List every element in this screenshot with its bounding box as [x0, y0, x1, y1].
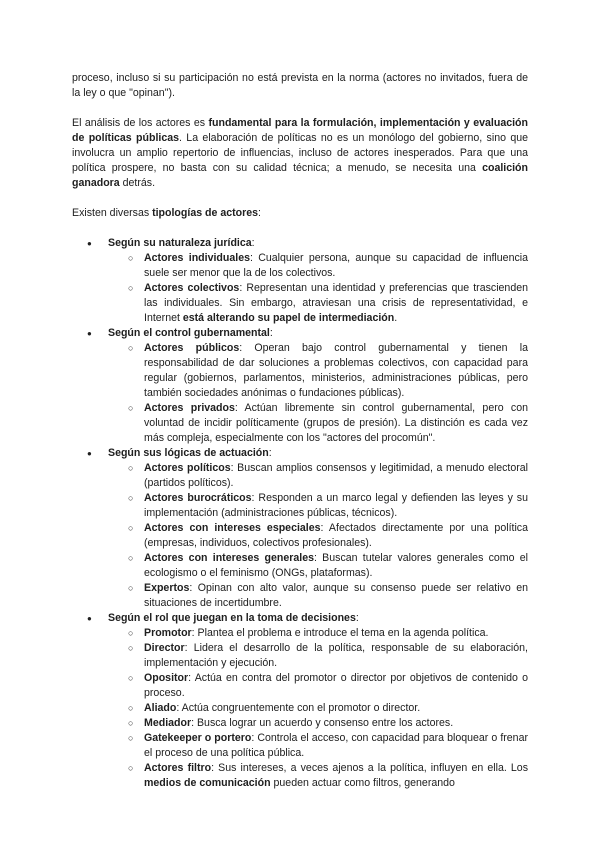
typology-list — [72, 236, 528, 791]
actor-type-item: ○ Actores colectivos: Representan una identidad y preferencias que trascienden las individuales. Sin embargo, atraviesan una crisis de representatividad, e Internet está alterando su papel de intermediación. — [108, 281, 528, 326]
actor-type-item: ○ Director: Lidera el desarrollo de la política, responsable de su elaboración, implementación y ejecución. — [108, 641, 528, 671]
actor-type-item: ○ Actores públicos: Operan bajo control gubernamental y tienen la responsabilidad de dar soluciones a problemas colectivos, con capacidad para regular (gobiernos, parlamentos, ministerios, administraciones públicas, pero también sociedades anónimas o fundaciones públicas). — [108, 341, 528, 401]
paragraph-analysis: El análisis de los actores es fundamental para la formulación, implementación y evaluación de políticas públicas. La elaboración de políticas no es un monólogo del gobierno, sino que involucra un amplio repertorio de influencias, incluso de actores inesperados. Para que una política prospere, no basta con su calidad técnica; a menudo, se necesita una coalición ganadora detrás. — [72, 117, 528, 189]
actor-type-item: ○ Actores filtro: Sus intereses, a veces ajenos a la política, influyen en ella. Los medios de comunicación pueden actuar como filtros, generando — [108, 761, 528, 791]
typology-group-title: ● Según sus lógicas de actuación: — [108, 447, 272, 459]
typology-group-title: ● Según su naturaleza jurídica: — [108, 237, 255, 249]
typology-group-title: ● Según el control gubernamental: — [108, 327, 273, 339]
typology-group-title: ● Según el rol que juegan en la toma de decisiones: — [108, 612, 359, 624]
actor-type-item: ○ Actores con intereses generales: Buscan tutelar valores generales como el ecologismo o el feminismo (ONGs, plataformas). — [108, 551, 528, 581]
actor-type-item: ○ Aliado: Actúa congruentemente con el promotor o director. — [108, 701, 528, 716]
actor-type-item: ○ Actores burocráticos: Responden a un marco legal y defienden las leyes y su implementación (administraciones públicas, técnicos). — [108, 491, 528, 521]
typology-sublist — [108, 626, 528, 791]
actor-type-item: ○ Gatekeeper o portero: Controla el acceso, con capacidad para bloquear o frenar el proceso de una política pública. — [108, 731, 528, 761]
paragraph-continuation: proceso, incluso si su participación no está prevista en la norma (actores no invitados, fuera de la ley o que "opinan"). — [72, 72, 528, 99]
actor-type-item: ○ Expertos: Opinan con alto valor, aunque su consenso puede ser relativo en situaciones de incertidumbre. — [108, 581, 528, 611]
typology-sublist — [108, 341, 528, 446]
paragraph-typologies-intro: Existen diversas tipologías de actores: — [72, 207, 261, 219]
typology-group — [72, 446, 528, 611]
typology-group — [72, 611, 528, 791]
typology-group — [72, 326, 528, 446]
actor-type-item: ○ Actores individuales: Cualquier persona, aunque su capacidad de influencia suele ser menor que la de los colectivos. — [108, 251, 528, 281]
actor-type-item: ○ Actores con intereses especiales: Afectados directamente por una política (empresas, individuos, colectivos profesionales). — [108, 521, 528, 551]
typology-group — [72, 236, 528, 326]
actor-type-item: ○ Actores privados: Actúan libremente sin control gubernamental, pero con voluntad de incidir políticamente (grupos de presión). La distinción es cada vez más compleja, especialmente con los "actores del procomún". — [108, 401, 528, 446]
actor-type-item: ○ Actores políticos: Buscan amplios consensos y legitimidad, a menudo electoral (partidos políticos). — [108, 461, 528, 491]
typology-sublist — [108, 461, 528, 611]
typology-sublist — [108, 251, 528, 326]
actor-type-item: ○ Mediador: Busca lograr un acuerdo y consenso entre los actores. — [108, 716, 528, 731]
actor-type-item: ○ Opositor: Actúa en contra del promotor o director por objetivos de contenido o proceso. — [108, 671, 528, 701]
actor-type-item: ○ Promotor: Plantea el problema e introduce el tema en la agenda política. — [108, 626, 528, 641]
document-body — [72, 71, 528, 791]
